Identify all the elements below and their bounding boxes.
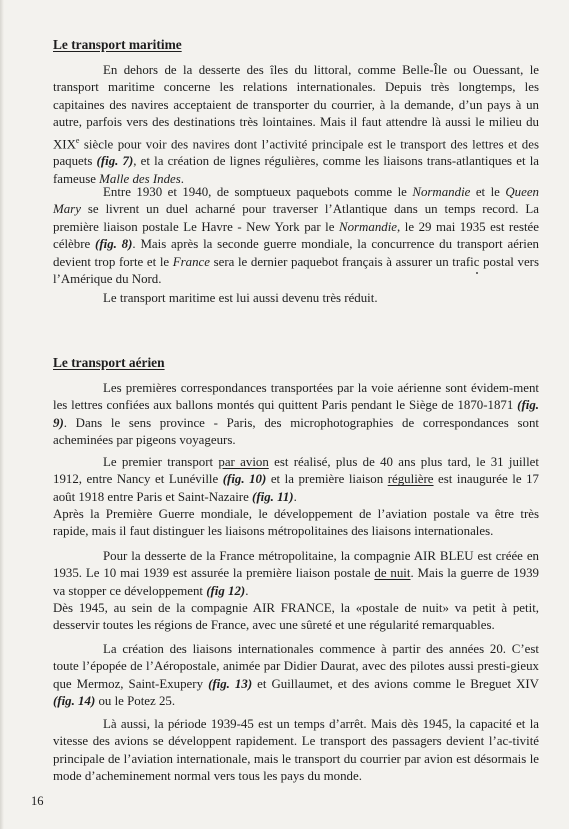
paragraph-aerien-3b: Dès 1945, au sein de la compagnie AIR FRANCE, la «postale de nuit» va petit à petit, desservir toutes les régions de France, avec une sûreté et une régularité remarquables. (53, 601, 539, 633)
scan-edge (0, 0, 4, 829)
paragraph-maritime-3: Le transport maritime est lui aussi devenu très réduit. (103, 291, 378, 305)
paragraph-aerien-2b: Après la Première Guerre mondiale, le développement de l’aviation postale va être très rapide, mais il faut distinguer les liaisons métropolitaines des liaisons internationales. (53, 507, 539, 539)
scan-speck (476, 272, 478, 274)
section-title-aerien: Le transport aérien (53, 355, 165, 370)
paragraph-aerien-5: Là aussi, la période 1939-45 est un temps d’arrêt. Mais dès 1945, la capacité et la vitesse des avions se développent rapidement. Le transport des passagers devient l’ac-tivité principale de l’aviation internationale, mais le transport du courrier par avion est désormais le mode d’acheminement normal vers tous les pays du monde. (53, 717, 539, 784)
page-number: 16 (31, 794, 44, 808)
paragraph-aerien-3: Pour la desserte de la France métropolitaine, la compagnie AIR BLEU est créée en 1935. Le 10 mai 1939 est assurée la première liaison postale de nuit. Mais la guerre de 1939 va stopper ce développement (fig 12). (53, 549, 539, 598)
paragraph-aerien-2: Le premier transport par avion est réalisé, plus de 40 ans plus tard, le 31 juillet 1912, entre Nancy et Lunéville (fig. 10) et la première liaison régulière est inaugurée le 17 août 1918 entre Paris et Saint-Nazaire (fig. 11). (53, 455, 539, 504)
paragraph-aerien-4: La création des liaisons internationales commence à partir des années 20. C’est toute l’épopée de l’Aéropostale, animée par Didier Daurat, avec des pilotes aussi presti-gieux que Mermoz, Saint-Exupery (fig. 13) et Guillaumet, et des avions comme le Breguet XIV (fig. 14) ou le Potez 25. (53, 642, 539, 709)
paragraph-maritime-2: Entre 1930 et 1940, de somptueux paquebots comme le Normandie et le Queen Mary se livrent un duel acharné pour traverser l’Atlantique dans un temps record. La première liaison postale Le Havre - New York par le Normandie, le 29 mai 1935 est restée célèbre (fig. 8). Mais après la seconde guerre mondiale, la concurrence du transport aérien devient trop forte et le France sera le dernier paquebot français à assurer un trafic postal vers l’Amérique du Nord. (53, 185, 540, 287)
section-title-maritime: Le transport maritime (53, 37, 182, 52)
paragraph-aerien-1: Les premières correspondances transportées par la voie aérienne sont évidem-ment les lettres confiées aux ballons montés qui quittent Paris pendant le Siège de 1870-1871 (fig. 9). Dans le sens province - Paris, des microphotographies de correspondances sont acheminées par pigeons voyageurs. (53, 381, 539, 448)
paragraph-maritime-1: En dehors de la desserte des îles du littoral, comme Belle-Île ou Ouessant, le transport maritime concerne les relations internationales. Depuis très longtemps, les capitaines des navires acceptaient de transporter du courrier, à la demande, d’un pays à un autre, parfois vers des destinations très lointaines. Mais il faut attendre là aussi le milieu du XIXe siècle pour voir des navires dont l’activité principale est le transport des lettres et des paquets (fig. 7), et la création de lignes régulières, comme les liaisons trans-atlantiques et la fameuse Malle des Indes. (53, 63, 539, 186)
